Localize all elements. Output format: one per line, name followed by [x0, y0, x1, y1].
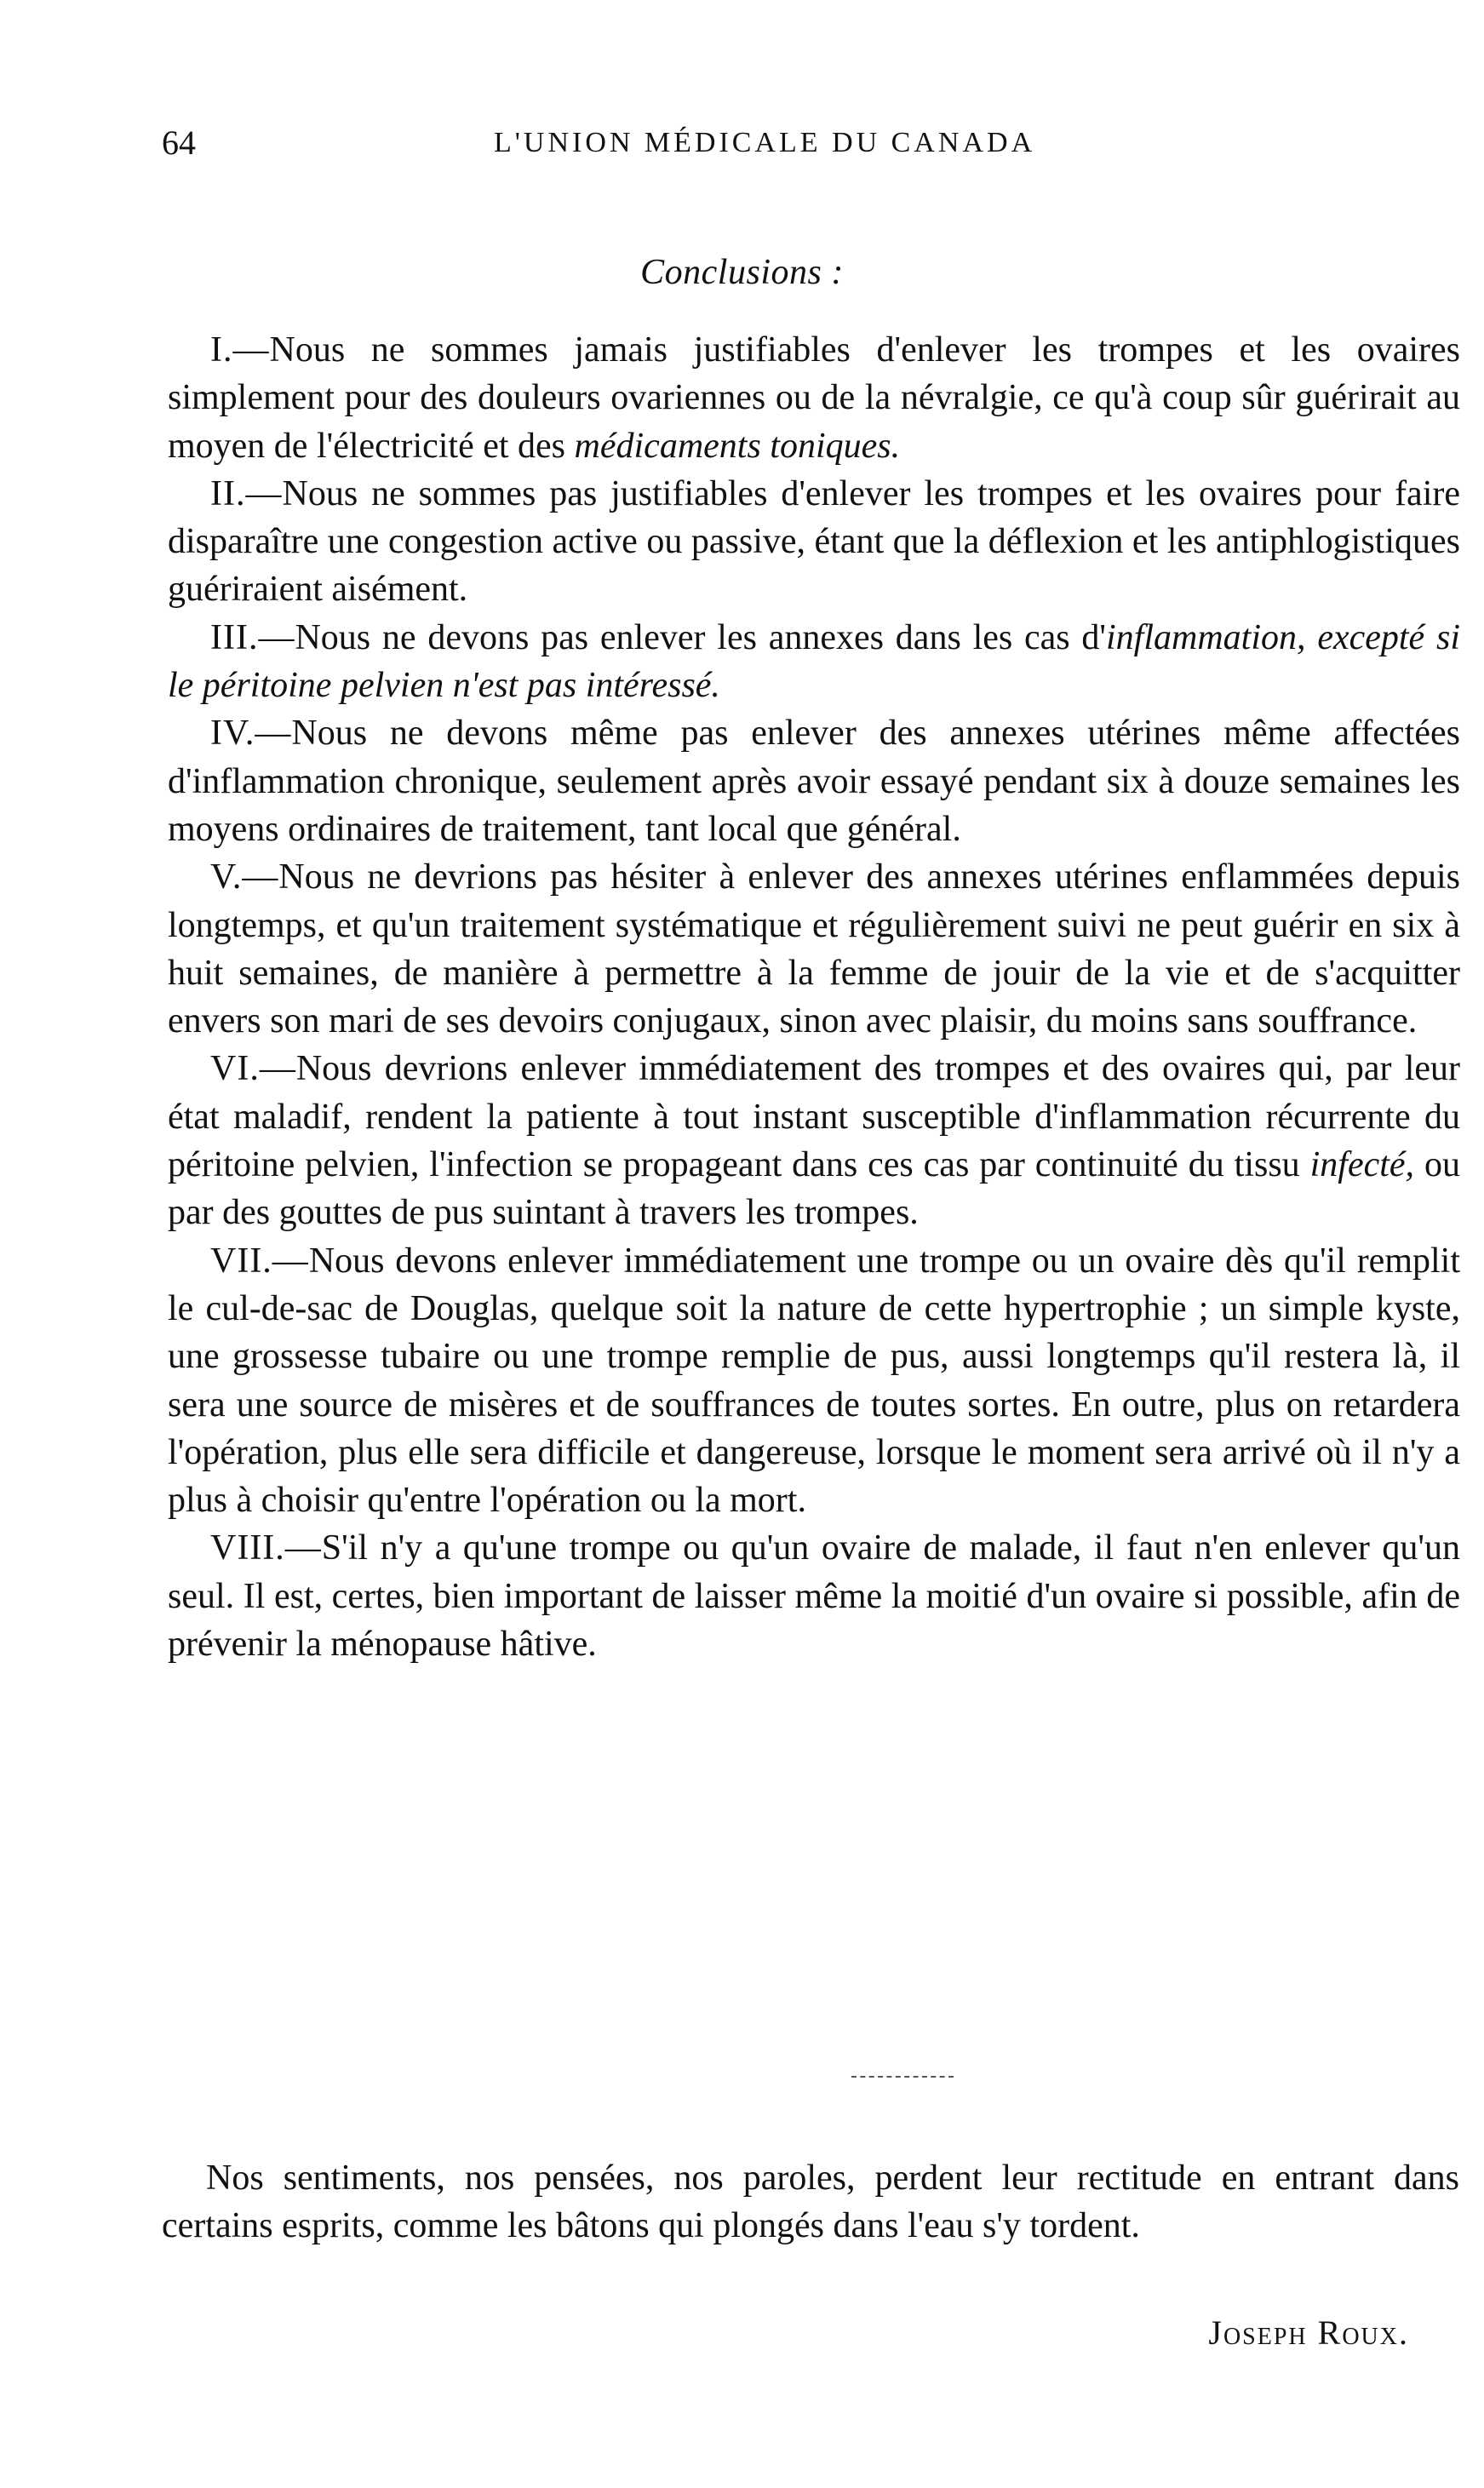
conclusion-emphasis: infecté, [1309, 1145, 1415, 1185]
conclusion-text: Nous ne sommes pas justifiables d'enlever les trompes et les ovaires pour faire disparaître une congestion active ou passive, étant que la déflexion et les antiphlogistiques guériraient aisément. [168, 473, 1460, 610]
conclusion-text: Nous ne devons même pas enlever des annexes utérines même affectées d'inflammation chronique, seulement après avoir essayé pendant six à douze semaines les moyens ordinaires de traitement, tant local que général. [168, 714, 1460, 849]
conclusions-list [168, 326, 1460, 1668]
journal-title: L'UNION MÉDICALE DU CANADA [494, 127, 1036, 158]
conclusion-numeral: VI.— [210, 1049, 296, 1089]
section-separator [851, 2076, 954, 2078]
conclusion-emphasis: médicaments toniques. [574, 426, 901, 466]
conclusion-text: Nous ne devons pas enlever les annexes dans les cas d' [295, 617, 1107, 657]
conclusion-text: S'il n'y a qu'une trompe ou qu'un ovaire de malade, il faut n'en enlever qu'un seul. Il est, certes, bien important de laisser même la moitié d'un ovaire si possible, afin de prévenir la ménopause hâtive. [168, 1528, 1460, 1665]
conclusion-item [168, 853, 1460, 1045]
conclusion-numeral: VIII.— [210, 1528, 322, 1568]
page-number: 64 [162, 123, 196, 162]
epigraph-quote: Nos sentiments, nos pensées, nos paroles, perdent leur rectitude en entrant dans certains esprits, comme les bâtons qui plongés dans l'eau s'y tordent. [162, 2158, 1459, 2245]
conclusion-numeral: VII.— [210, 1241, 309, 1281]
conclusion-item [168, 326, 1460, 470]
conclusion-item [168, 1237, 1460, 1525]
conclusion-item [168, 470, 1460, 614]
conclusion-text: Nous ne devrions pas hésiter à enlever des annexes utérines enflammées depuis longtemps, et qu'un traitement systématique et régulièrement suivi ne peut guérir en six à huit semaines, de manière à permettre à la femme de jouir de la vie et de s'acquitter envers son mari de ses devoirs conjugaux, sinon avec plaisir, du moins sans souffrance. [168, 857, 1460, 1041]
conclusion-item [168, 614, 1460, 710]
conclusion-text-after: ou par des gouttes de pus suintant à travers les trompes. [168, 1145, 1461, 1233]
section-heading: Conclusions : [640, 253, 844, 292]
conclusion-emphasis: inflammation, excepté si le péritoine pelvien n'est pas intéressé. [168, 617, 1460, 706]
conclusion-item [168, 1045, 1460, 1236]
conclusion-numeral: I.— [210, 330, 270, 370]
conclusion-text: Nous devons enlever immédiatement une trompe ou un ovaire dès qu'il remplit le cul-de-sac de Douglas, quelque soit la nature de cette hypertrophie ; un simple kyste, une grossesse tubaire ou une trompe remplie de pus, aussi longtemps qu'il restera là, il sera une source de misères et de souffrances de toutes sortes. En outre, plus on retardera l'opération, plus elle sera difficile et dangereuse, lorsque le moment sera arrivé où il n'y a plus à choisir qu'entre l'opération ou la mort. [168, 1241, 1460, 1521]
conclusion-numeral: V.— [210, 857, 279, 897]
conclusion-numeral: III.— [210, 617, 295, 657]
conclusion-item [168, 1524, 1460, 1668]
running-head [162, 118, 1464, 169]
conclusion-numeral: II.— [210, 473, 283, 513]
conclusion-numeral: IV.— [210, 714, 292, 754]
conclusion-text: Nous ne sommes jamais justifiables d'enlever les trompes et les ovaires simplement pour des douleurs ovariennes ou de la névralgie, ce qu'à coup sûr guérirait au moyen de l'électricité et des [168, 330, 1460, 466]
conclusion-item [168, 709, 1460, 853]
quote-author: Joseph Roux. [1208, 2313, 1409, 2352]
conclusion-text: Nous devrions enlever immédiatement des trompes et des ovaires qui, par leur état maladif, rendent la patiente à tout instant susceptible d'inflammation récurrente du péritoine pelvien, l'infection se propageant dans ces cas par continuité du tissu [168, 1049, 1460, 1185]
